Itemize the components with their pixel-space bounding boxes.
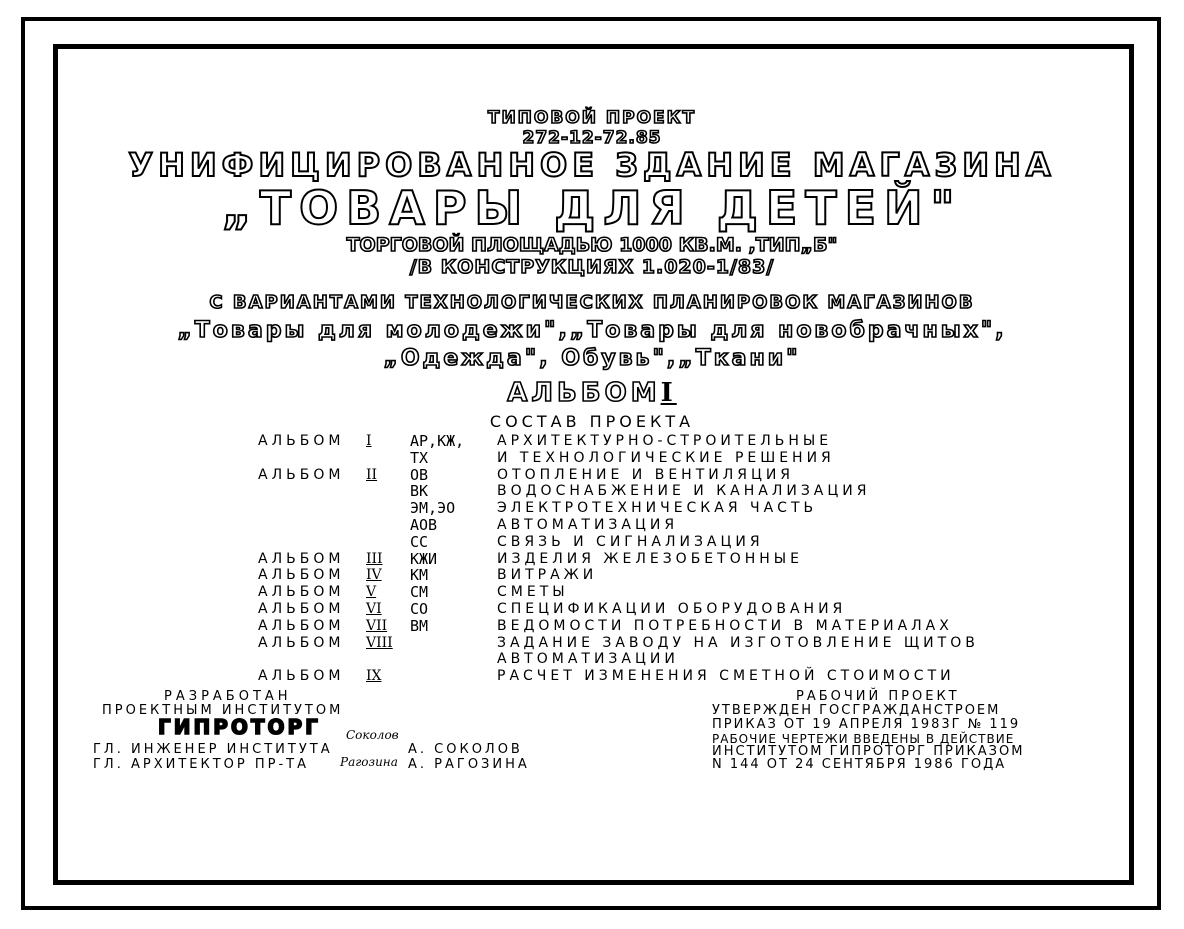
section-description: АВТОМАТИЗАЦИЯ	[497, 517, 679, 533]
approval-line-6: N 144 ОТ 24 СЕНТЯБРЯ 1986 ГОДА	[712, 757, 1007, 772]
chief-architect-role: ГЛ. АРХИТЕКТОР ПР-ТА	[93, 757, 309, 772]
album-label: АЛЬБОМ	[258, 584, 345, 600]
org-name: ГИПРОТОРГ	[158, 715, 321, 739]
developed-by-institute: ПРОЕКТНЫМ ИНСТИТУТОМ	[102, 703, 344, 718]
variants-title: С ВАРИАНТАМИ ТЕХНОЛОГИЧЕСКИХ ПЛАНИРОВОК МАГАЗИНОВ	[209, 292, 975, 313]
chief-engineer-name: А. СОКОЛОВ	[408, 742, 523, 757]
section-code: СС	[410, 533, 429, 551]
building-title: УНИФИЦИРОВАННОЕ ЗДАНИЕ МАГАЗИНА	[128, 146, 1056, 184]
chief-architect-signature: Рагозина	[340, 755, 398, 769]
section-description: РАСЧЕТ ИЗМЕНЕНИЯ СМЕТНОЙ СТОИМОСТИ	[497, 668, 955, 684]
section-description: АВТОМАТИЗАЦИИ	[497, 651, 679, 667]
album-heading-number: I	[660, 378, 677, 408]
album-number: VIII	[366, 635, 393, 651]
section-description: ВОДОСНАБЖЕНИЕ И КАНАЛИЗАЦИЯ	[497, 483, 871, 499]
project-type: ТИПОВОЙ ПРОЕКТ	[487, 108, 697, 128]
album-number: II	[366, 467, 378, 483]
developed-by: РАЗРАБОТАН	[164, 689, 292, 704]
section-description: ВЕДОМОСТИ ПОТРЕБНОСТИ В МАТЕРИАЛАХ	[497, 618, 953, 634]
album-heading	[0, 378, 1184, 408]
album-label: АЛЬБОМ	[258, 668, 345, 684]
section-description: ЭЛЕКТРОТЕХНИЧЕСКАЯ ЧАСТЬ	[497, 500, 818, 516]
variants-line-2: „Одежда", Обувь",„Ткани"	[383, 346, 801, 371]
section-code: КМ	[410, 566, 429, 584]
section-description: АРХИТЕКТУРНО-СТРОИТЕЛЬНЫЕ	[497, 433, 833, 449]
album-label: АЛЬБОМ	[258, 601, 345, 617]
section-code: СО	[410, 600, 429, 618]
album-label: АЛЬБОМ	[258, 433, 345, 449]
section-description: ЗАДАНИЕ ЗАВОДУ НА ИЗГОТОВЛЕНИЕ ЩИТОВ	[497, 635, 979, 651]
section-description: И ТЕХНОЛОГИЧЕСКИЕ РЕШЕНИЯ	[497, 450, 835, 466]
album-label: АЛЬБОМ	[258, 618, 345, 634]
section-code: ОВ	[410, 466, 429, 484]
album-number: VI	[366, 601, 382, 617]
album-label: АЛЬБОМ	[258, 551, 345, 567]
album-number: III	[366, 551, 383, 567]
album-number: IV	[366, 567, 382, 583]
section-code: АОВ	[410, 516, 438, 534]
section-description: ИЗДЕЛИЯ ЖЕЛЕЗОБЕТОННЫЕ	[497, 551, 803, 567]
project-number: 272-12-72.85	[522, 128, 662, 148]
section-description: СМЕТЫ	[497, 584, 569, 600]
album-label: АЛЬБОМ	[258, 467, 345, 483]
approval-line-2: УТВЕРЖДЕН ГОСГРАЖДАНСТРОЕМ	[712, 703, 1001, 718]
section-code: ТХ	[410, 449, 429, 467]
trade-area: ТОРГОВОЙ ПЛОЩАДЬЮ 1000 КВ.М. ,ТИП„Б"	[346, 234, 838, 256]
section-description: СПЕЦИФИКАЦИИ ОБОРУДОВАНИЯ	[497, 601, 847, 617]
chief-engineer-role: ГЛ. ИНЖЕНЕР ИНСТИТУТА	[93, 742, 333, 757]
section-code: СМ	[410, 583, 429, 601]
album-number: VII	[366, 618, 388, 634]
approval-line-4: РАБОЧИЕ ЧЕРТЕЖИ ВВЕДЕНЫ В ДЕЙСТВИЕ	[712, 732, 1015, 746]
approval-line-5: ИНСТИТУТОМ ГИПРОТОРГ ПРИКАЗОМ	[712, 744, 1025, 759]
album-label: АЛЬБОМ	[258, 635, 345, 651]
section-description: ВИТРАЖИ	[497, 567, 598, 583]
album-number: IX	[366, 668, 382, 684]
album-label: АЛЬБОМ	[258, 567, 345, 583]
section-code: КЖИ	[410, 550, 438, 568]
approval-line-1: РАБОЧИЙ ПРОЕКТ	[796, 689, 960, 704]
section-code: ВК	[410, 482, 429, 500]
store-name: „ТОВАРЫ ДЛЯ ДЕТЕЙ"	[221, 181, 963, 235]
section-description: СВЯЗЬ И СИГНАЛИЗАЦИЯ	[497, 534, 764, 550]
variants-line-1: „Товары для молодежи",„Товары для новобрачных",	[177, 318, 1007, 343]
chief-architect-name: А. РАГОЗИНА	[408, 757, 530, 772]
section-description: ОТОПЛЕНИЕ И ВЕНТИЛЯЦИЯ	[497, 467, 795, 483]
section-code: ВМ	[410, 617, 429, 635]
composition-title: СОСТАВ ПРОЕКТА	[489, 412, 695, 431]
chief-engineer-signature: Соколов	[346, 728, 399, 742]
section-code: ЭМ,ЭО	[410, 499, 456, 517]
construction-series: /В КОНСТРУКЦИЯХ 1.020-1/83/	[409, 256, 775, 278]
album-heading-label: АЛЬБОМ	[507, 378, 661, 408]
approval-line-3: ПРИКАЗ ОТ 19 АПРЕЛЯ 1983Г № 119	[712, 717, 1021, 732]
album-number: I	[366, 433, 372, 449]
album-number: V	[366, 584, 377, 600]
section-code: АР,КЖ,	[410, 432, 465, 450]
